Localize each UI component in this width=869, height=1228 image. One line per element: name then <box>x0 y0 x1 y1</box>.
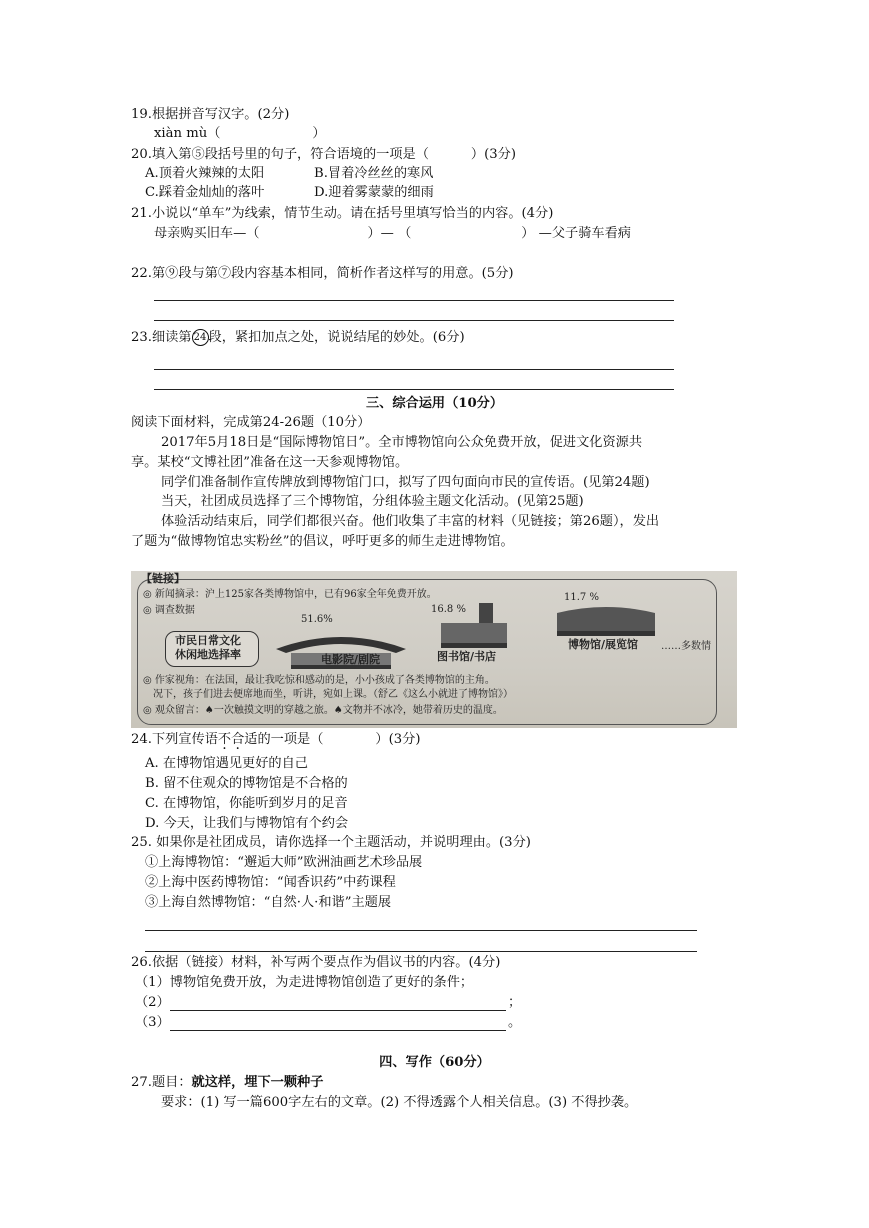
q20-score: ）(3分) <box>470 147 516 162</box>
label-museum: 博物馆/展览馆 <box>568 638 639 651</box>
q26-item-3-answer-line[interactable] <box>170 1030 506 1031</box>
q22-answer-line-1[interactable] <box>154 300 674 301</box>
q27-topic: 就这样，埋下一颗种子 <box>191 1075 324 1090</box>
q26-item-2-label: （2） <box>135 995 170 1010</box>
q23-title-a: 23.细读第 <box>131 330 192 345</box>
intro-paragraph-3: 当天，社团成员选择了三个博物馆，分组体验主题文化活动。(见第25题) <box>161 494 584 509</box>
q25-title: 25. 如果你是社团成员，请你选择一个主题活动，并说明理由。(3分) <box>131 835 531 850</box>
q24-option-d: D. 今天，让我们与博物馆有个约会 <box>145 816 349 831</box>
q25-option-1: ①上海博物馆：“邂逅大师”欧洲油画艺术珍品展 <box>145 855 423 870</box>
q24-option-a: A. 在博物馆遇见更好的自己 <box>145 756 308 771</box>
writer-view-a: ◎ 作家视角：在法国，最让我吃惊和感动的是，小小孩成了各类博物馆的主角。 <box>143 675 495 686</box>
q20-question <box>131 146 516 164</box>
q22-answer-line-2[interactable] <box>154 320 674 321</box>
q26-item-1: （1）博物馆免费开放，为走进博物馆创造了更好的条件； <box>135 975 474 990</box>
q26-item-2-end: ； <box>508 995 522 1010</box>
q25-answer-line-1[interactable] <box>145 930 697 931</box>
q27-label: 27.题目： <box>131 1075 192 1090</box>
q27-requirements: 要求：(1) 写一篇600字左右的文章。(2) 不得透露个人相关信息。(3) 不得抄袭。 <box>161 1095 638 1110</box>
museum-building-icon <box>551 599 661 639</box>
pct-cinema: 51.6% <box>301 614 333 625</box>
link-survey: ◎ 调查数据 <box>143 605 195 616</box>
q20-option-d: D.迎着雾蒙蒙的细雨 <box>314 185 434 200</box>
intro-paragraph-2: 同学们准备制作宣传牌放到博物馆门口，拟写了四句面向市民的宣传语。(见第24题) <box>161 475 650 490</box>
q21-chain-start: 母亲购买旧车—（ <box>154 226 260 241</box>
q25-option-3: ③上海自然博物馆：“自然·人·和谐”主题展 <box>145 895 392 910</box>
q23-answer-line-2[interactable] <box>154 389 674 390</box>
intro-line: 阅读下面材料，完成第24-26题（10分） <box>131 415 371 430</box>
q20-option-b: B.冒着冷丝丝的寒风 <box>314 166 434 181</box>
q26-item-2-answer-line[interactable] <box>170 1010 506 1011</box>
label-cinema: 电影院/剧院 <box>321 653 381 666</box>
pct-library: 16.8 % <box>431 604 466 615</box>
label-library: 图书馆/书店 <box>437 650 497 663</box>
q20-option-a: A.顶着火辣辣的太阳 <box>145 166 265 181</box>
q20-option-c: C.踩着金灿灿的落叶 <box>145 185 265 200</box>
q23-title-b: 段，紧扣加点之处，说说结尾的妙处。(6分) <box>208 330 465 345</box>
q22-title: 22.第⑨段与第⑦段内容基本相同，简析作者这样写的用意。(5分) <box>131 266 514 281</box>
q24-emphasis-1: 不 <box>217 732 232 747</box>
intro-paragraph-4b: 了题为“做博物馆忠实粉丝”的倡议，呼吁更多的师生走进博物馆。 <box>131 534 514 549</box>
q21-chain-end: ） —父子骑车看病 <box>521 226 631 241</box>
section-3-heading: 三、综合运用（10分） <box>365 396 504 411</box>
q24-question <box>131 731 420 749</box>
writer-view-b: 况下，孩子们进去便席地而坐，听讲，宛如上课。（舒乙《这么小就进了博物馆》） <box>153 689 513 700</box>
intro-paragraph-4a: 体验活动结束后，同学们都很兴奋。他们收集了丰富的材料（见链接；第26题），发出 <box>161 514 660 529</box>
link-tag: 【链接】 <box>141 572 185 585</box>
q20-title: 20.填入第⑤段括号里的句子，符合语境的一项是（ <box>131 147 429 162</box>
q26-item-3-end: 。 <box>508 1015 522 1030</box>
q24-emphasis-2: 合 <box>231 732 245 747</box>
q26-item-3-label: （3） <box>135 1015 170 1030</box>
section-4-heading: 四、写作（60分） <box>379 1055 490 1070</box>
q21-title: 21.小说以“单车”为线索，情节生动。请在括号里填写恰当的内容。(4分) <box>131 206 554 221</box>
q24-title-a: 24.下列宣传语 <box>131 732 218 747</box>
q23-question <box>131 329 465 347</box>
pct-museum: 11.7 % <box>564 592 599 603</box>
q24-option-c: C. 在博物馆，你能听到岁月的足音 <box>145 796 348 811</box>
q19-pinyin <box>154 125 326 143</box>
q23-answer-line-1[interactable] <box>154 369 674 370</box>
q24-title-b: 适的一项是（ <box>244 732 324 747</box>
visitor-comment: ◎ 观众留言：♠一次触摸文明的穿越之旅。♠文物并不冰冷，她带着历史的温度。 <box>143 705 503 716</box>
more-text: ……多数情 <box>661 641 711 652</box>
q25-option-2: ②上海中医药博物馆：“闻香识药”中药课程 <box>145 875 396 890</box>
q27-title <box>131 1074 323 1092</box>
q26-title: 26.依据（链接）材料，补写两个要点作为倡议书的内容。(4分) <box>131 955 501 970</box>
q19-pinyin-text: xiàn mù（ <box>154 126 221 141</box>
q24-score: ）(3分) <box>375 732 421 747</box>
link-news: ◎ 新闻摘录：沪上125家各类博物馆中，已有96家全年免费开放。 <box>143 589 437 600</box>
link-material-photo <box>131 571 737 728</box>
q19-title: 19.根据拼音写汉字。(2分) <box>131 107 290 122</box>
q23-circled-number: 24 <box>192 329 209 346</box>
q21-chain-mid: ）— （ <box>367 226 412 241</box>
bubble-line-a: 市民日常文化 <box>175 634 241 647</box>
intro-paragraph-1b: 享。某校“文博社团”准备在这一天参观博物馆。 <box>131 455 409 470</box>
q24-option-b: B. 留不住观众的博物馆是不合格的 <box>145 776 348 791</box>
library-building-icon <box>433 601 513 651</box>
q25-answer-line-2[interactable] <box>145 951 697 952</box>
intro-paragraph-1a: 2017年5月18日是“国际博物馆日”。全市博物馆向公众免费开放，促进文化资源共 <box>161 435 643 450</box>
q21-chain <box>154 225 631 243</box>
q19-close: ） <box>312 126 326 141</box>
bubble-line-b: 休闲地选择率 <box>175 648 241 661</box>
